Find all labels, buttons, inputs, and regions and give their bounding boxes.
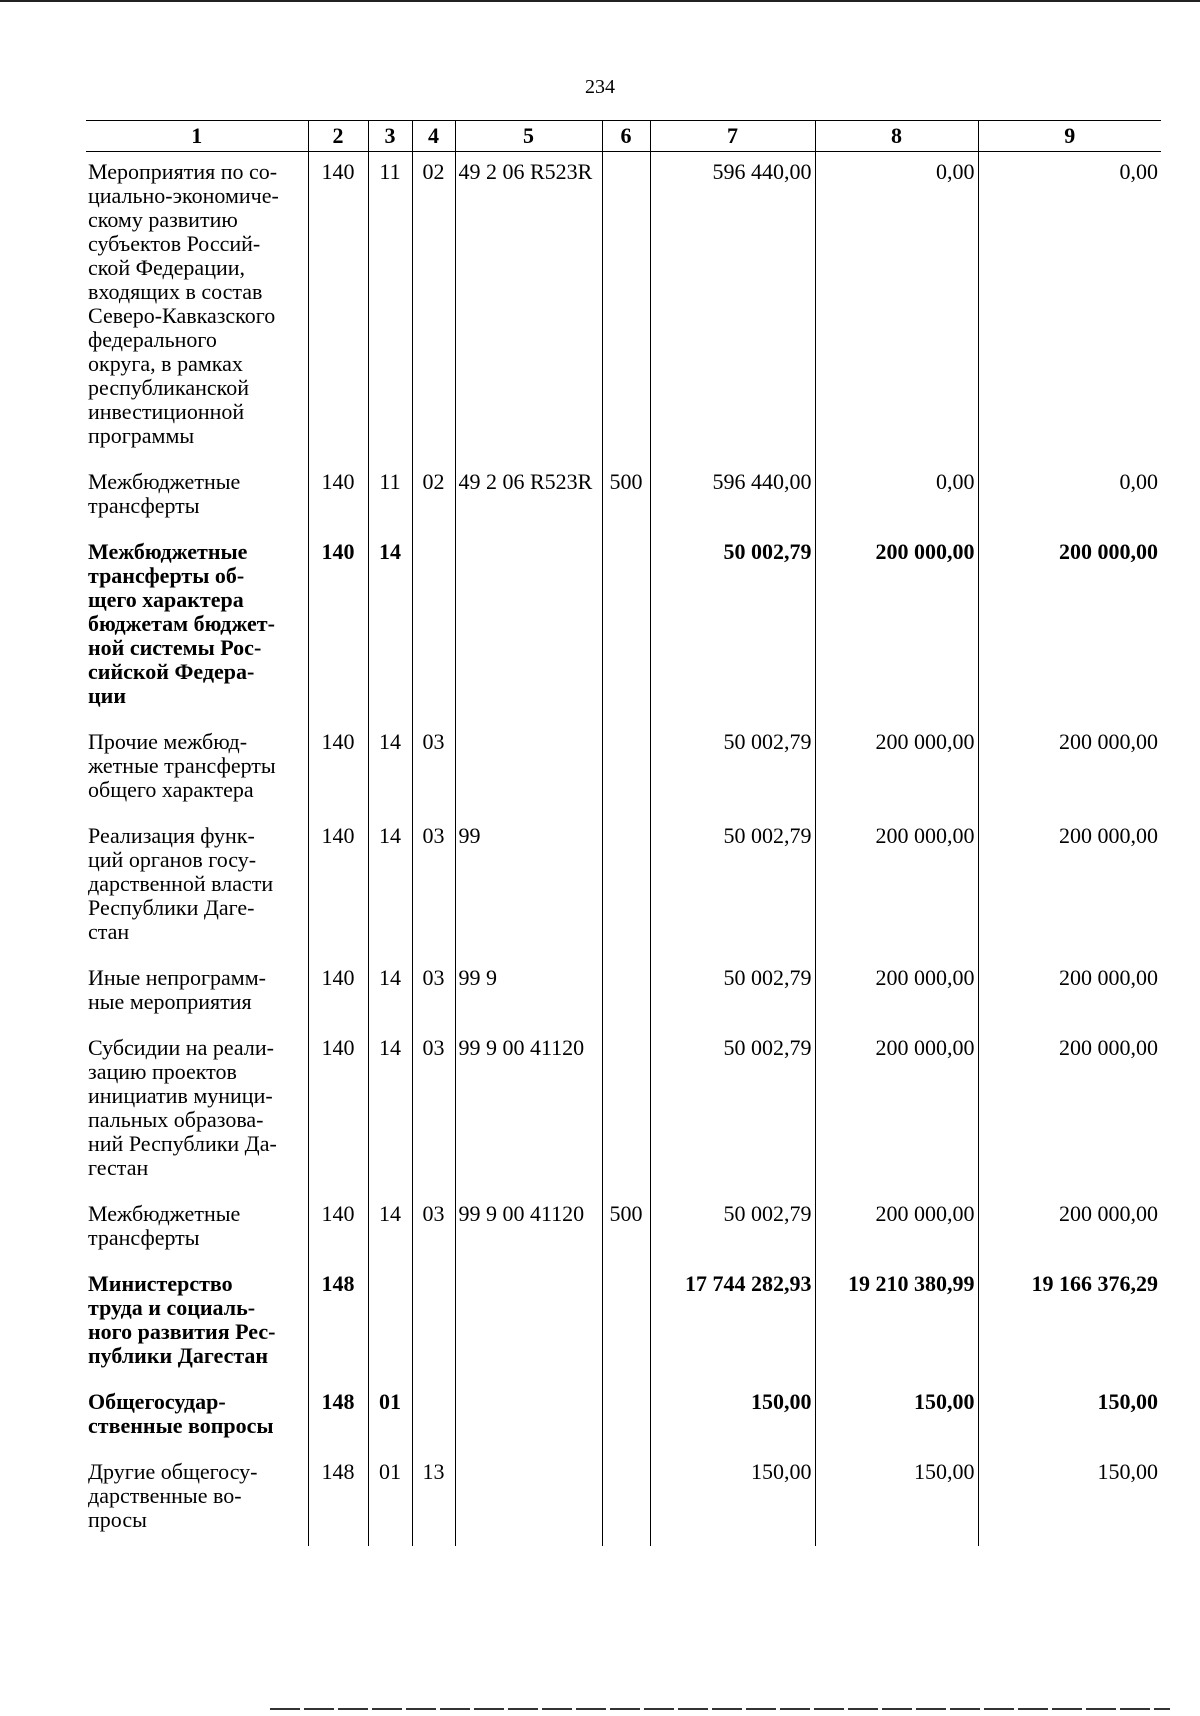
subsection-cell [412,1382,455,1452]
ministry-code-cell: 140 [308,722,368,816]
column-number-row [86,121,1161,152]
target-article-cell: 99 9 00 41120 [455,1194,602,1264]
subsection-cell: 13 [412,1452,455,1546]
subsection-cell: 03 [412,1194,455,1264]
ministry-code-cell: 140 [308,1194,368,1264]
amount-col7-cell: 150,00 [650,1382,815,1452]
table-row [86,816,1161,958]
column-header-1: 1 [86,121,308,152]
amount-col7-cell: 50 002,79 [650,816,815,958]
amount-col8-cell: 200 000,00 [815,1194,978,1264]
column-header-8: 8 [815,121,978,152]
expense-type-cell [602,958,650,1028]
row-name-cell: Субсидии на реали- зацию проектов инициатив муници- пальных образова- ний Республики Да- гестан [88,1035,277,1180]
row-name-cell: Прочие межбюд- жетные трансферты общего характера [88,729,276,802]
table-row [86,532,1161,722]
budget-table [86,120,1161,1546]
section-cell: 01 [368,1382,412,1452]
amount-col9-cell: 150,00 [978,1452,1161,1546]
amount-col9-cell: 200 000,00 [978,816,1161,958]
section-cell: 14 [368,532,412,722]
amount-col7-cell: 50 002,79 [650,1028,815,1194]
section-cell: 14 [368,1194,412,1264]
subsection-cell: 03 [412,958,455,1028]
expense-type-cell [602,1382,650,1452]
amount-col8-cell: 200 000,00 [815,958,978,1028]
table-row [86,1194,1161,1264]
target-article-cell [455,532,602,722]
expense-type-cell [602,1264,650,1382]
page-number: 234 [585,76,615,98]
amount-col9-cell: 0,00 [978,152,1161,463]
target-article-cell [455,1264,602,1382]
row-name-cell: Реализация функ- ций органов госу- дарственной власти Республики Даге- стан [88,823,274,944]
target-article-cell: 99 [455,816,602,958]
ministry-code-cell: 148 [308,1264,368,1382]
amount-col8-cell: 150,00 [815,1452,978,1546]
section-cell: 14 [368,1028,412,1194]
subsection-cell: 03 [412,1028,455,1194]
column-header-2: 2 [308,121,368,152]
expense-type-cell [602,152,650,463]
table-row [86,722,1161,816]
section-cell: 14 [368,816,412,958]
section-cell: 11 [368,152,412,463]
subsection-cell: 02 [412,462,455,532]
target-article-cell: 99 9 00 41120 [455,1028,602,1194]
expense-type-cell [602,1028,650,1194]
amount-col7-cell: 17 744 282,93 [650,1264,815,1382]
subsection-cell: 03 [412,722,455,816]
amount-col9-cell: 200 000,00 [978,958,1161,1028]
column-header-3: 3 [368,121,412,152]
ministry-code-cell: 140 [308,816,368,958]
target-article-cell [455,722,602,816]
row-name-cell: Другие общегосу- дарственные во- просы [88,1459,258,1532]
row-name-cell: Общегосудар- ственные вопросы [88,1389,274,1438]
scan-bottom-border [270,1708,1170,1710]
target-article-cell [455,1452,602,1546]
expense-type-cell [602,816,650,958]
table-row [86,152,1161,463]
subsection-cell: 02 [412,152,455,463]
amount-col7-cell: 50 002,79 [650,722,815,816]
scan-top-border [0,0,1200,2]
section-cell: 14 [368,722,412,816]
table-row [86,1452,1161,1546]
column-header-9: 9 [978,121,1161,152]
table-body [86,152,1161,1547]
table-row [86,1382,1161,1452]
column-header-5: 5 [455,121,602,152]
column-header-7: 7 [650,121,815,152]
amount-col9-cell: 150,00 [978,1382,1161,1452]
table-row [86,958,1161,1028]
table-row [86,1028,1161,1194]
amount-col8-cell: 200 000,00 [815,816,978,958]
amount-col8-cell: 150,00 [815,1382,978,1452]
section-cell: 01 [368,1452,412,1546]
target-article-cell [455,1382,602,1452]
amount-col8-cell: 0,00 [815,152,978,463]
row-name-cell: Межбюджетные трансферты [88,469,241,518]
amount-col9-cell: 19 166 376,29 [978,1264,1161,1382]
amount-col7-cell: 596 440,00 [650,462,815,532]
expense-type-cell [602,532,650,722]
amount-col9-cell: 200 000,00 [978,1028,1161,1194]
ministry-code-cell: 140 [308,532,368,722]
expense-type-cell [602,1452,650,1546]
target-article-cell: 99 9 [455,958,602,1028]
expense-type-cell: 500 [602,1194,650,1264]
section-cell: 14 [368,958,412,1028]
amount-col9-cell: 0,00 [978,462,1161,532]
row-name-cell: Мероприятия по со- циально-экономиче- скому развитию субъектов Россий- ской Федерации, входящих в состав Северо-Кавказского федерального округа, в рамках республиканской инвестиционной программы [88,159,279,448]
amount-col7-cell: 150,00 [650,1452,815,1546]
amount-col8-cell: 200 000,00 [815,722,978,816]
row-name-cell: Межбюджетные трансферты [88,1201,241,1250]
ministry-code-cell: 140 [308,152,368,463]
amount-col7-cell: 50 002,79 [650,532,815,722]
ministry-code-cell: 140 [308,958,368,1028]
ministry-code-cell: 148 [308,1452,368,1546]
row-name-cell: Межбюджетные трансферты об- щего характера бюджетам бюджет- ной системы Рос- сийской Федера- ции [88,539,275,708]
section-cell: 11 [368,462,412,532]
subsection-cell [412,532,455,722]
row-name-cell: Министерство труда и социаль- ного развития Рес- публики Дагестан [88,1271,276,1368]
expense-type-cell [602,722,650,816]
amount-col7-cell: 596 440,00 [650,152,815,463]
row-name-cell: Иные непрограмм- ные мероприятия [88,965,266,1014]
amount-col8-cell: 0,00 [815,462,978,532]
column-header-4: 4 [412,121,455,152]
target-article-cell: 49 2 06 R523R [455,152,602,463]
table-row [86,1264,1161,1382]
amount-col7-cell: 50 002,79 [650,958,815,1028]
amount-col8-cell: 200 000,00 [815,1028,978,1194]
target-article-cell: 49 2 06 R523R [455,462,602,532]
section-cell [368,1264,412,1382]
subsection-cell: 03 [412,816,455,958]
amount-col9-cell: 200 000,00 [978,1194,1161,1264]
subsection-cell [412,1264,455,1382]
amount-col8-cell: 200 000,00 [815,532,978,722]
ministry-code-cell: 140 [308,462,368,532]
table-row [86,462,1161,532]
amount-col9-cell: 200 000,00 [978,722,1161,816]
expense-type-cell: 500 [602,462,650,532]
ministry-code-cell: 140 [308,1028,368,1194]
amount-col8-cell: 19 210 380,99 [815,1264,978,1382]
ministry-code-cell: 148 [308,1382,368,1452]
amount-col7-cell: 50 002,79 [650,1194,815,1264]
amount-col9-cell: 200 000,00 [978,532,1161,722]
column-header-6: 6 [602,121,650,152]
